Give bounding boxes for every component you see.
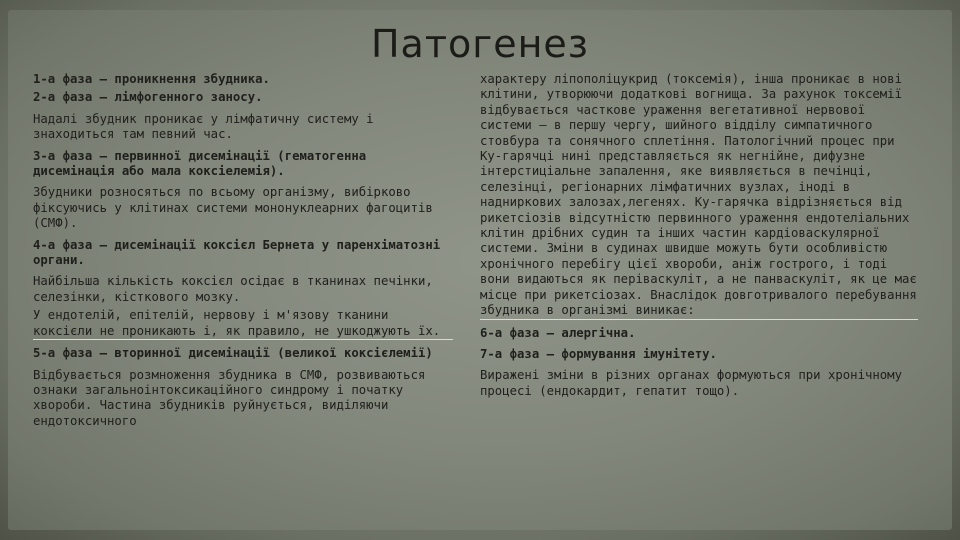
phase-3-heading: 3-а фаза — первинної дисемінації (гематогенна дисемінація або мала коксіелемія). — [33, 148, 367, 179]
phase-1-heading: 1-а фаза — проникнення збудника. — [33, 72, 270, 86]
phase-7-text: Виражені зміни в різних органах формуються при хронічному процесі (ендокардит, гепатит тощо). — [480, 368, 902, 398]
phase-5-text-continued: характеру ліпополіцукрид (токсемія), інша проникає в нові клітини, утворюючи додаткові вогнища. За рахунок токсемії відбувається часткове ураження вегетативної нервової системи — в першу чергу, шийного відділу симпатичного стовбура та сонячного сплетіння. Патологічний процес при Ку-гарячці нині представляється як негнійне, дифузне інтерстиціальне запалення, яке виявляється в печінці, селезінці, регіонарних лімфатичних вузлах, іноді в надниркових залозах,легенях. Ку-гарячка відрізняється від рикетсіозів відсутністю первинного ураження ендотеліальних клітин дрібних судин та інших частин кардіоваскулярної системи. Зміни в судинах швидше можуть бути особливістю хронічного перебігу цієї хвороби, аніж гострого, і тоді вони видаються як періваскуліт, а не панваскуліт, як це має місце при рикетсіозах. Внаслідок довготривалого перебування збудника в організмі виникає: — [480, 72, 918, 320]
phase-3-text: Збудники розносяться по всьому організму, вибірково фіксуючись у клітинах системи мононуклеарних фагоцитів (СМФ). — [33, 185, 433, 231]
slide-title: Патогенез — [370, 22, 590, 66]
right-column — [480, 72, 918, 405]
phase-7-heading: 7-а фаза — формування імунітету. — [480, 346, 717, 361]
phase-5-text: Відбувається розмноження збудника в СМФ, розвиваються ознаки загальноінтоксикаційного синдрому і початку хвороби. Частина збудників руйнується, виділяючи ендотоксичного — [33, 367, 426, 428]
left-column — [33, 72, 453, 435]
phase-2-heading: 2-а фаза — лімфогенного заносу. — [33, 90, 263, 105]
phase-6-heading: 6-а фаза — алергічна. — [480, 325, 636, 340]
phase-4-text-1: Найбільша кількість коксієл осідає в тканинах печінки, селезінки, кісткового мозку. — [33, 274, 433, 304]
phase-4-text-2: У ендотелій, епітелій, нервову і м'язову тканини коксієли не проникають і, як правило, не ушкоджують їх. — [33, 308, 453, 340]
phase-4-heading: 4-а фаза — дисемінації коксієл Бернета у паренхіматозні органи. — [33, 237, 441, 268]
phase-5-heading: 5-а фаза — вторинної дисемінації (великої коксієлемії) — [33, 346, 433, 361]
phase-2-text: Надалі збудник проникає у лімфатичну систему і знаходиться там певний час. — [33, 111, 374, 142]
